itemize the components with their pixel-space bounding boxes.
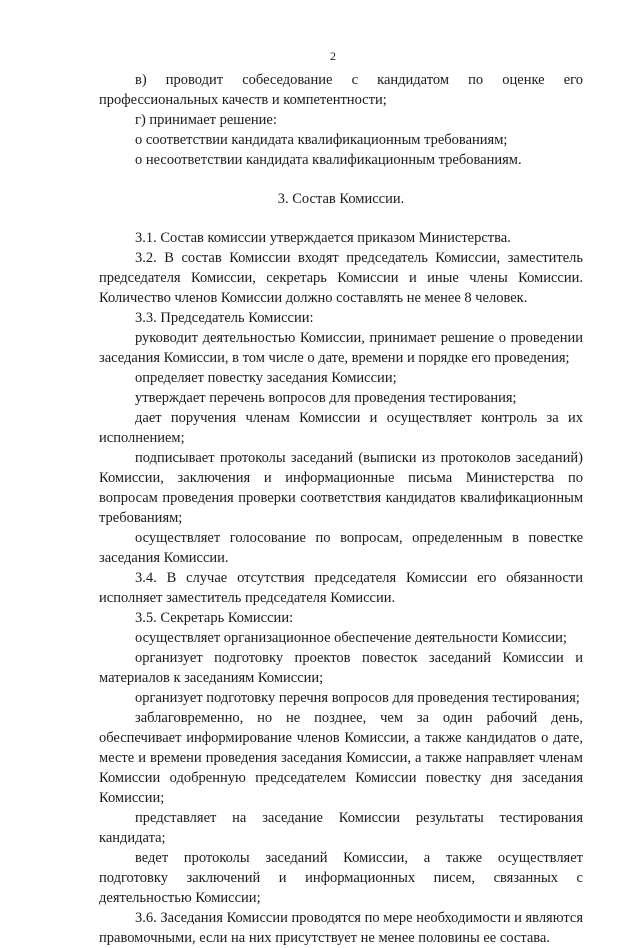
intro-decision-noncomply: о несоответствии кандидата квалификационным требованиям. [135,152,522,168]
clause-3-4: 3.4. В случае отсутствия председателя Комиссии его обязанности исполняет заместитель председателя Комиссии. [99,570,583,606]
chairman-duty: осуществляет голосование по вопросам, определенным в повестке заседания Комиссии. [99,530,583,566]
secretary-duty: организует подготовку проектов повесток заседаний Комиссии и материалов к заседаниям Комиссии; [99,650,583,686]
intro-item-v: в) проводит собеседование с кандидатом по оценке его профессиональных качеств и компетентности; [99,72,583,108]
clause-3-2: 3.2. В состав Комиссии входят председатель Комиссии, заместитель председателя Комиссии, секретарь Комиссии и иные члены Комиссии. Количество членов Комиссии должно составлять не менее 8 человек. [99,250,583,306]
chairman-duty: подписывает протоколы заседаний (выписки из протоколов заседаний) Комиссии, заключения и информационные письма Министерства по вопросам проведения проверки соответствия кандидатов квалификационным требованиям; [99,450,583,526]
section-title: 3. Состав Комиссии. [277,191,405,207]
clause-3-5: 3.5. Секретарь Комиссии: [135,610,294,626]
chairman-duty: дает поручения членам Комиссии и осуществляет контроль за их исполнением; [99,410,583,446]
chairman-duty: руководит деятельностью Комиссии, принимает решение о проведении заседания Комиссии, в том числе о дате, времени и порядке его проведения; [99,330,583,366]
secretary-duty: осуществляет организационное обеспечение деятельности Комиссии; [135,630,567,646]
clause-3-3: 3.3. Председатель Комиссии: [135,310,314,326]
chairman-duty: определяет повестку заседания Комиссии; [135,370,397,386]
secretary-duty: ведет протоколы заседаний Комиссии, а также осуществляет подготовку заключений и информационных писем, связанных с деятельностью Комиссии; [99,850,583,906]
chairman-duty: утверждает перечень вопросов для проведения тестирования; [135,390,517,406]
intro-decision-comply: о соответствии кандидата квалификационным требованиям; [135,132,508,148]
secretary-duty: заблаговременно, но не позднее, чем за один рабочий день, обеспечивает информирование членов Комиссии, а также кандидатов о дате, месте и времени проведения заседания Комиссии, а также направляет членам Комиссии одобренную председателем Комиссии повестку дня заседания Комиссии; [99,710,583,806]
page-number: 2 [330,49,336,63]
intro-item-g: г) принимает решение: [135,112,277,128]
secretary-duty: организует подготовку перечня вопросов для проведения тестирования; [135,690,580,706]
secretary-duty: представляет на заседание Комиссии результаты тестирования кандидата; [99,810,583,846]
clause-3-1: 3.1. Состав комиссии утверждается приказом Министерства. [135,230,511,246]
clause-3-6: 3.6. Заседания Комиссии проводятся по мере необходимости и являются правомочными, если на них присутствует не менее половины ее состава. [99,910,583,946]
